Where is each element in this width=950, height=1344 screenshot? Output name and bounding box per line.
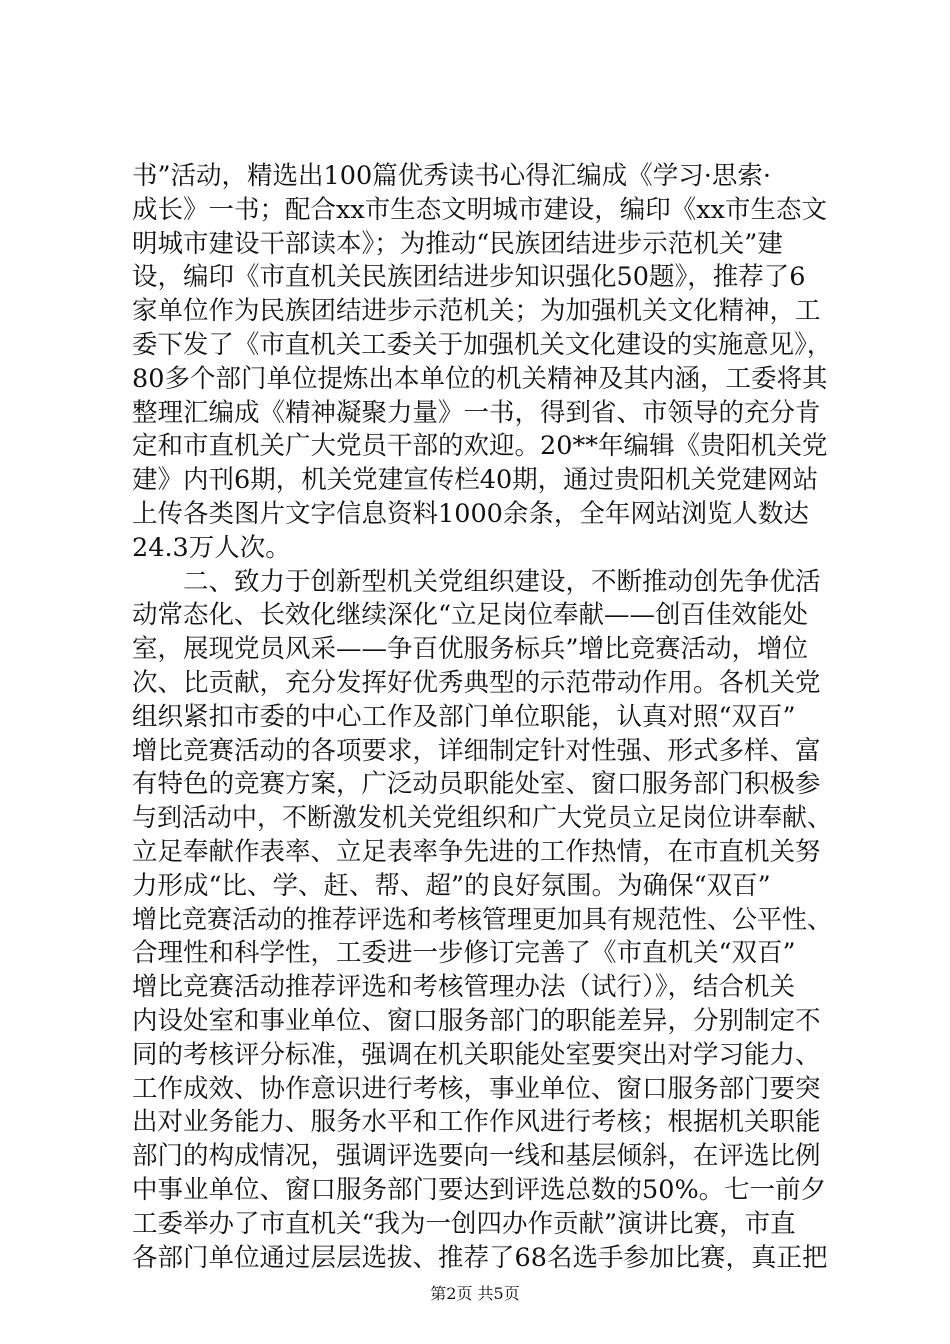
text-line: 工作成效、协作意识进行考核，事业单位、窗口服务部门要突 [132, 1073, 821, 1104]
text-line: 增比竞赛活动推荐评选和考核管理办法（试行）》，结合机关 [132, 972, 796, 1003]
text-line: 力形成“比、学、赶、帮、超”的良好氛围。为确保“双百” [132, 870, 771, 901]
body-text [132, 160, 832, 1275]
text-line: 24.3万人次。 [132, 532, 291, 563]
text-line: 二、致力于创新型机关党组织建设，不断推动创先争优活 [132, 566, 821, 597]
text-line: 成长》一书；配合xx市生态文明城市建设，编印《xx市生态文 [132, 194, 828, 225]
page-footer: 第2页 共5页 [430, 1284, 520, 1303]
text-line: 定和市直机关广大党员干部的欢迎。20**年编辑《贵阳机关党 [132, 431, 828, 462]
text-line: 出对业务能力、服务水平和工作作风进行考核；根据机关职能 [132, 1107, 821, 1138]
text-line: 委下发了《市直机关工委关于加强机关文化建设的实施意见》， [132, 329, 833, 360]
text-line: 立足奉献作表率、立足表率争先进的工作热情，在市直机关努 [132, 836, 821, 867]
text-line: 上传各类图片文字信息资料1000余条，全年网站浏览人数达 [132, 498, 809, 529]
text-line: 增比竞赛活动的各项要求，详细制定针对性强、形式多样、富 [132, 735, 821, 766]
text-line: 动常态化、长效化继续深化“立足岗位奉献——创百佳效能处 [132, 600, 809, 631]
text-line: 建》内刊6期，机关党建宣传栏40期，通过贵阳机关党建网站 [132, 465, 819, 496]
text-line: 工委举办了市直机关“我为一创四办作贡献”演讲比赛，市直 [132, 1208, 796, 1239]
text-line: 80多个部门单位提炼出本单位的机关精神及其内涵，工委将其 [132, 363, 828, 394]
text-line: 合理性和科学性，工委进一步修订完善了《市直机关“双百” [132, 938, 796, 969]
text-line: 次、比贡献，充分发挥好优秀典型的示范带动作用。各机关党 [132, 667, 821, 698]
text-line: 中事业单位、窗口服务部门要达到评选总数的50%。七一前夕 [132, 1174, 827, 1205]
text-line: 家单位作为民族团结进步示范机关；为加强机关文化精神，工 [132, 296, 821, 327]
text-line: 明城市建设干部读本》；为推动“民族团结进步示范机关”建 [132, 228, 783, 259]
text-line: 同的考核评分标准，强调在机关职能处室要突出对学习能力、 [132, 1039, 821, 1070]
text-line: 书”活动，精选出100篇优秀读书心得汇编成《学习·思索· [132, 161, 771, 191]
text-line: 部门的构成情况，强调评选要向一线和基层倾斜，在评选比例 [132, 1141, 821, 1172]
text-line: 与到活动中，不断激发机关党组织和广大党员立足岗位讲奉献、 [132, 803, 833, 834]
text-line: 组织紧扣市委的中心工作及部门单位职能，认真对照“双百” [132, 701, 796, 732]
text-line: 设，编印《市直机关民族团结进步知识强化50题》，推荐了6 [132, 262, 806, 293]
text-line: 各部门单位通过层层选拔、推荐了68名选手参加比赛，真正把 [132, 1242, 828, 1273]
text-line: 增比竞赛活动的推荐评选和考核管理更加具有规范性、公平性、 [132, 904, 833, 935]
text-line: 室，展现党员风采——争百优服务标兵”增比竞赛活动，增位 [132, 634, 809, 665]
text-line: 有特色的竞赛方案，广泛动员职能处室、窗口服务部门积极参 [132, 769, 821, 800]
text-line: 内设处室和事业单位、窗口服务部门的职能差异，分别制定不 [132, 1005, 821, 1036]
text-line: 整理汇编成《精神凝聚力量》一书，得到省、市领导的充分肯 [132, 397, 821, 428]
